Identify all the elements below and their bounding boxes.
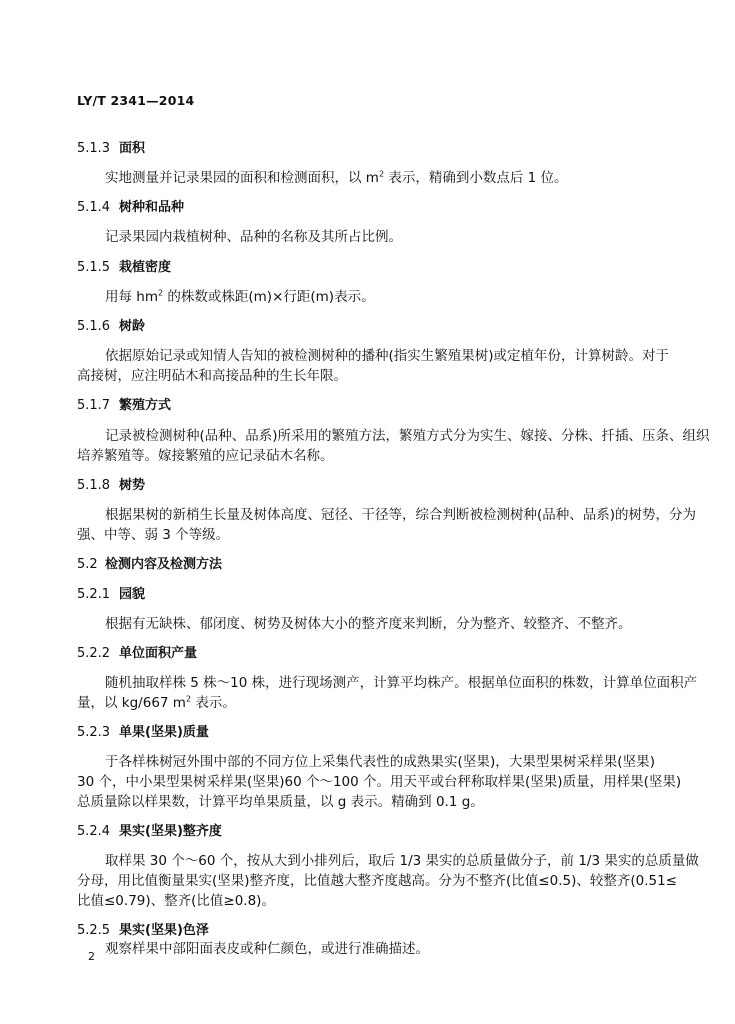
paragraph-5-1-7-line-2: 培养繁殖等。嫁接繁殖的应记录砧木名称。 [77,448,334,464]
section-number: 5.2.3 [77,725,111,740]
paragraph-5-2-3-line-1: 于各样株树冠外围中部的不同方位上采集代表性的成熟果实(坚果)，大果型果树采样果(坚果) [105,754,655,770]
section-heading-5-2-1 [77,583,145,602]
paragraph-5-1-3 [105,166,568,186]
document-code: LY/T 2341—2014 [77,93,195,108]
text-segment: 表示。 [191,695,236,711]
section-title: 检测内容及检测方法 [105,557,223,572]
section-title: 单果(坚果)质量 [119,725,209,740]
section-heading-5-2-3 [77,721,209,740]
text-segment: 实地测量并记录果园的面积和检测面积，以 m [105,170,379,186]
paragraph-5-1-6-line-2: 高接树，应注明砧木和高接品种的生长年限。 [77,368,347,384]
section-number: 5.1.4 [77,200,111,215]
section-number: 5.1.3 [77,141,111,156]
section-number: 5.2 [77,557,98,572]
paragraph-5-1-8-line-2: 强、中等、弱 3 个等级。 [77,527,230,543]
paragraph-5-2-4-line-1: 取样果 30 个～60 个，按从大到小排列后，取后 1/3 果实的总质量做分子，前 1/3 果实的总质量做 [105,853,699,869]
section-number: 5.2.1 [77,587,111,602]
section-number: 5.2.2 [77,646,111,661]
section-number: 5.2.4 [77,824,111,839]
section-number: 5.1.5 [77,260,111,275]
paragraph-5-2-2-line-2 [77,691,236,711]
paragraph-5-1-5 [105,285,375,305]
paragraph-5-1-8-line-1: 根据果树的新梢生长量及树体高度、冠径、干径等，综合判断被检测树种(品种、品系)的树势，分为 [105,507,697,523]
page-number: 2 [88,950,95,963]
section-title: 单位面积产量 [119,646,198,661]
paragraph-5-2-4-line-2: 分母，用比值衡量果实(坚果)整齐度，比值越大整齐度越高。分为不整齐(比值≤0.5)、较整齐(0.51≤ [77,873,677,889]
paragraph-5-1-6-line-1: 依据原始记录或知情人告知的被检测树种的播种(指实生繁殖果树)或定植年份，计算树龄。对于 [105,348,670,364]
superscript: 2 [158,288,164,298]
text-segment: 用每 hm [105,289,158,305]
text-segment: 量，以 kg/667 m [77,695,186,711]
section-heading-5-1-5 [77,256,171,275]
section-title: 果实(坚果)色泽 [119,923,209,938]
section-number: 5.1.6 [77,319,111,334]
section-heading-5-1-6 [77,315,145,334]
section-title: 繁殖方式 [119,398,172,413]
paragraph-5-2-3-line-2: 30 个，中小果型果树采样果(坚果)60 个～100 个。用天平或台秤称取样果(坚果)质量，用样果(坚果) [77,774,682,790]
section-title: 栽植密度 [119,260,172,275]
section-title: 果实(坚果)整齐度 [119,824,222,839]
paragraph-5-1-7-line-1: 记录被检测树种(品种、品系)所采用的繁殖方法，繁殖方式分为实生、嫁接、分株、扦插、压条、组织 [105,428,710,444]
section-heading-5-2 [77,553,222,572]
section-title: 树龄 [119,319,146,334]
paragraph-5-2-3-line-3: 总质量除以样果数，计算平均单果质量，以 g 表示。精确到 0.1 g。 [77,794,484,810]
paragraph-5-2-4-line-3: 比值≤0.79)、整齐(比值≥0.8)。 [77,893,275,909]
section-title: 园貌 [119,587,146,602]
paragraph-5-2-2-line-1: 随机抽取样株 5 株～10 株，进行现场测产，计算平均株产。根据单位面积的株数，计算单位面积产 [105,675,698,691]
section-title: 树势 [119,478,146,493]
section-number: 5.1.7 [77,398,111,413]
section-heading-5-1-8 [77,474,145,493]
section-heading-5-2-2 [77,642,197,661]
section-heading-5-2-4 [77,820,222,839]
section-title: 树种和品种 [119,200,185,215]
superscript: 2 [185,694,192,704]
section-heading-5-1-4 [77,196,184,215]
section-heading-5-1-3 [77,137,145,156]
superscript: 2 [378,169,385,179]
text-segment: 表示，精确到小数点后 1 位。 [384,170,568,186]
section-title: 面积 [119,141,146,156]
paragraph-5-1-4: 记录果园内栽植树种、品种的名称及其所占比例。 [105,229,402,245]
text-segment: 的株数或株距(m)×行距(m)表示。 [163,289,375,305]
section-number: 5.1.8 [77,478,111,493]
section-heading-5-2-5 [77,919,209,938]
section-number: 5.2.5 [77,923,111,938]
section-heading-5-1-7 [77,394,171,413]
paragraph-5-2-1: 根据有无缺株、郁闭度、树势及树体大小的整齐度来判断，分为整齐、较整齐、不整齐。 [105,616,632,632]
paragraph-5-2-5: 观察样果中部阳面表皮或种仁颜色，或进行准确描述。 [105,941,429,957]
